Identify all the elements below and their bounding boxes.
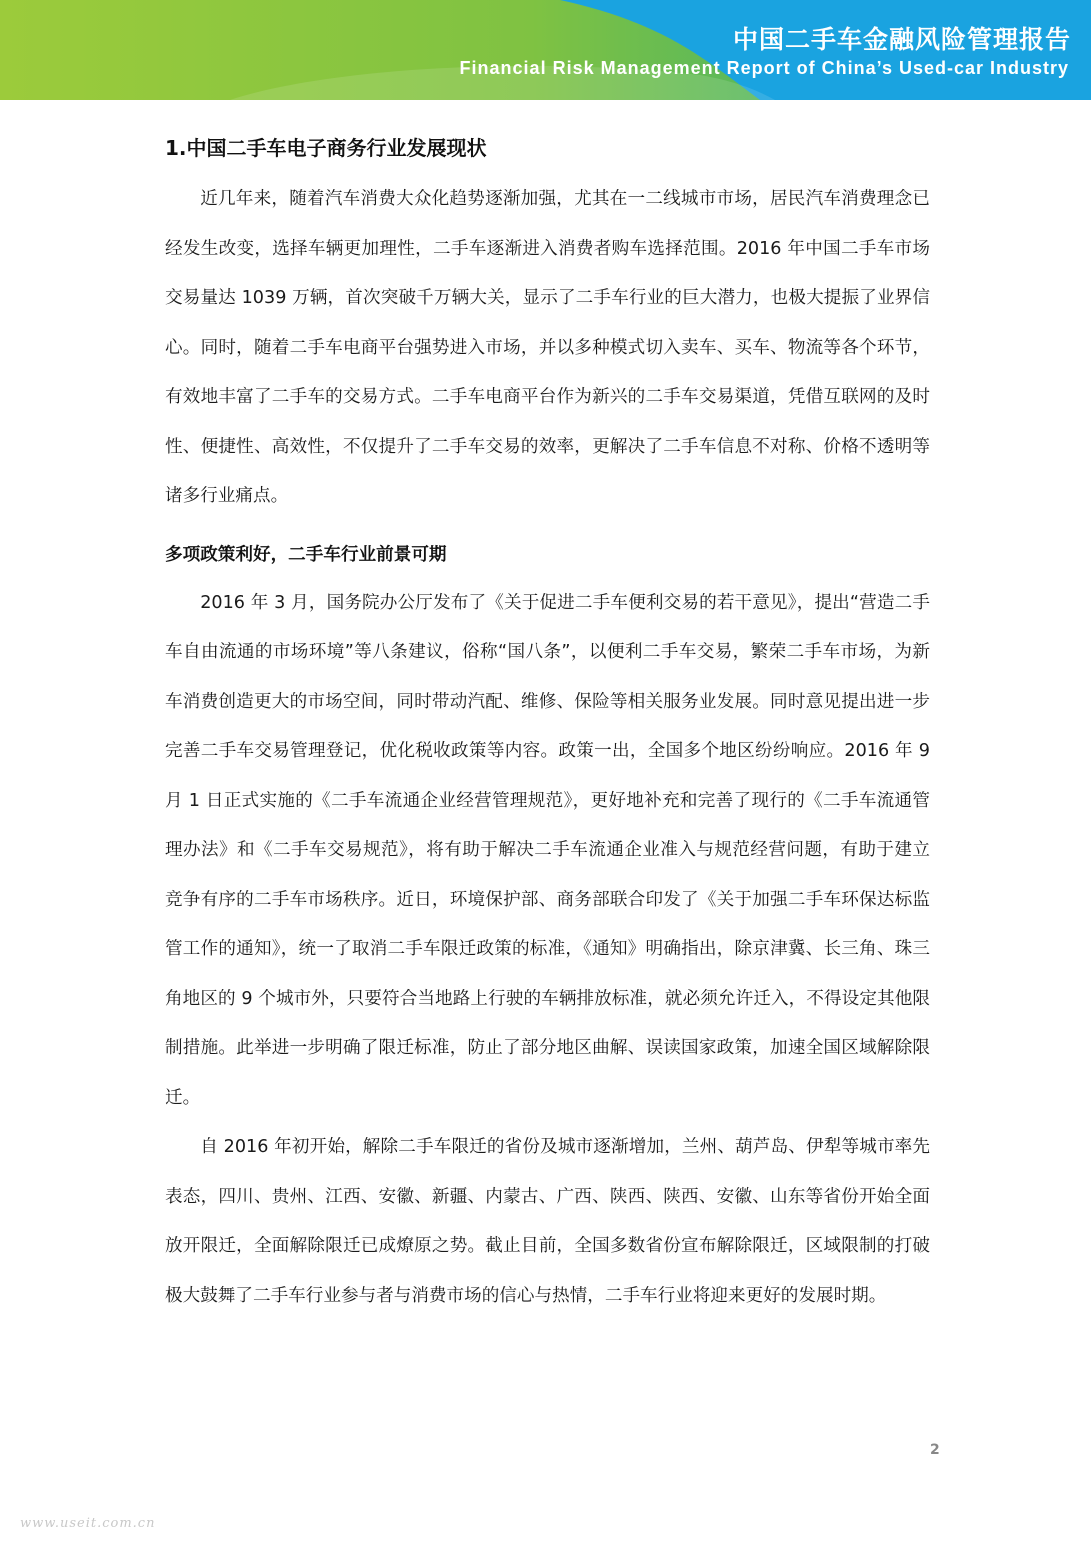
closing-paragraph: 自 2016 年初开始，解除二手车限迁的省份及城市逐渐增加，兰州、葫芦岛、伊犁等城市率先表态，四川、贵州、江西、安徽、新疆、内蒙古、广西、陕西、陕西、安徽、山东等省份开始全面放开限迁，全面解除限迁已成燎原之势。截止目前，全国多数省份宣布解除限迁，区域限制的打破极大鼓舞了二手车行业参与者与消费市场的信心与热情，二手车行业将迎来更好的发展时期。 (165, 1137, 930, 1306)
policy-paragraph: 2016 年 3 月，国务院办公厅发布了《关于促进二手车便利交易的若干意见》，提出“营造二手车自由流通的市场环境”等八条建议，俗称“国八条”，以便利二手车交易，繁荣二手车市场，为新车消费创造更大的市场空间，同时带动汽配、维修、保险等相关服务业发展。同时意见提出进一步完善二手车交易管理登记，优化税收政策等内容。政策一出，全国多个地区纷纷响应。2016 年 9 月 1 日正式实施的《二手车流通企业经营管理规范》，更好地补充和完善了现行的《二手车流通管理办法》和《二手车交易规范》，将有助于解决二手车流通企业准入与规范经营问题，有助于建立竞争有序的二手车市场秩序。近日，环境保护部、商务部联合印发了《关于加强二手车环保达标监管工作的通知》，统一了取消二手车限迁政策的标准，《通知》明确指出，除京津冀、长三角、珠三角地区的 9 个城市外，只要符合当地路上行驶的车辆排放标准，就必须允许迁入，不得设定其他限制措施。此举进一步明确了限迁标准，防止了部分地区曲解、误读国家政策，加速全国区域解除限迁。 (165, 592, 930, 1108)
report-subtitle: Financial Risk Management Report of China’s Used-car Industry (459, 58, 1069, 78)
policy-subheading: 多项政策利好，二手车行业前景可期 (165, 544, 447, 565)
header-banner (0, 0, 1091, 100)
report-title: 中国二手车金融风险管理报告 (732, 25, 1071, 54)
section-title: 1.中国二手车电子商务行业发展现状 (165, 136, 487, 160)
intro-paragraph: 近几年来，随着汽车消费大众化趋势逐渐加强，尤其在一二线城市市场，居民汽车消费理念已经发生改变，选择车辆更加理性，二手车逐渐进入消费者购车选择范围。2016 年中国二手车市场交易量达 1039 万辆，首次突破千万辆大关，显示了二手车行业的巨大潜力，也极大提振了业界信心。同时，随着二手车电商平台强势进入市场，并以多种模式切入卖车、买车、物流等各个环节，有效地丰富了二手车的交易方式。二手车电商平台作为新兴的二手车交易渠道，凭借互联网的及时性、便捷性、高效性，不仅提升了二手车交易的效率，更解决了二手车信息不对称、价格不透明等诸多行业痛点。 (165, 189, 930, 506)
page-number: 2 (930, 1442, 940, 1458)
document-body (165, 128, 930, 1321)
watermark: www.useit.com.cn (20, 1516, 156, 1531)
